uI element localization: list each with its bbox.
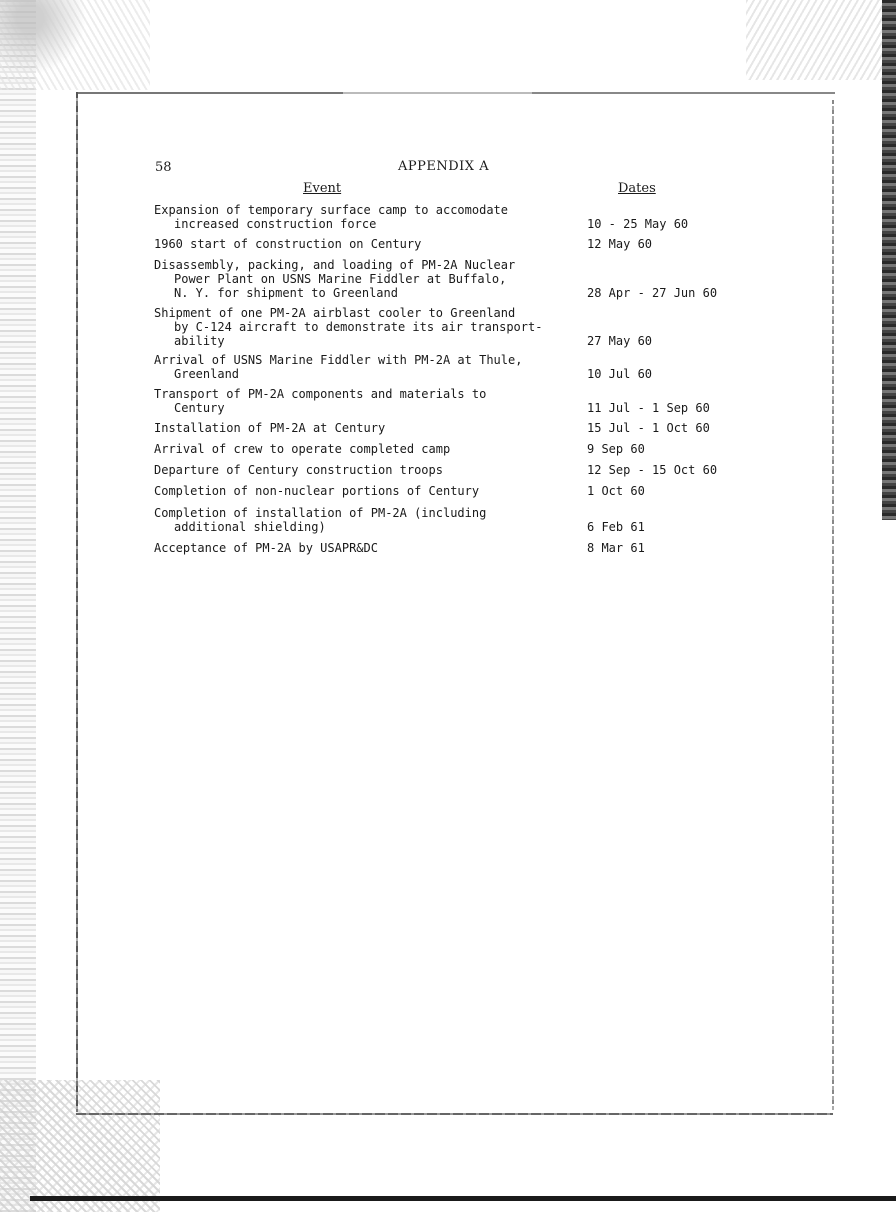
event-date: 9 Sep 60 [587, 442, 645, 456]
event-line: Acceptance of PM-2A by USAPR&DC [154, 541, 378, 555]
event-description [154, 463, 554, 477]
event-description [154, 442, 554, 456]
event-line: additional shielding) [174, 520, 326, 534]
scan-noise-top-left [0, 0, 150, 90]
event-line: Departure of Century construction troops [154, 463, 443, 477]
event-date: 6 Feb 61 [587, 520, 645, 534]
event-line: by C-124 aircraft to demonstrate its air transport- [174, 320, 543, 334]
scan-bottom-edge [30, 1196, 896, 1201]
scan-edge-right [882, 0, 896, 520]
event-line: Disassembly, packing, and loading of PM-2A Nuclear [154, 258, 516, 272]
column-header-dates: Dates [618, 181, 656, 196]
event-line: 1960 start of construction on Century [154, 237, 422, 251]
event-date: 12 May 60 [587, 237, 653, 251]
event-line: Installation of PM-2A at Century [154, 421, 386, 435]
event-description [154, 541, 554, 555]
event-date: 10 Jul 60 [587, 367, 653, 381]
event-date: 12 Sep - 15 Oct 60 [587, 463, 718, 477]
event-date: 15 Jul - 1 Oct 60 [587, 421, 710, 435]
page-border-right [832, 100, 834, 1110]
event-description [154, 237, 554, 251]
event-description [154, 421, 554, 435]
event-line: Arrival of USNS Marine Fiddler with PM-2A at Thule, [154, 353, 523, 367]
event-date: 10 - 25 May 60 [587, 217, 689, 231]
event-description [154, 258, 554, 300]
event-line: Expansion of temporary surface camp to accomodate [154, 203, 509, 217]
event-line: Century [174, 401, 225, 415]
event-date: 1 Oct 60 [587, 484, 645, 498]
event-line: Transport of PM-2A components and materials to [154, 387, 487, 401]
column-header-event: Event [303, 181, 342, 196]
event-description [154, 484, 554, 498]
event-description [154, 353, 554, 381]
event-description [154, 387, 554, 415]
event-date: 27 May 60 [587, 334, 653, 348]
event-line: Shipment of one PM-2A airblast cooler to Greenland [154, 306, 516, 320]
event-line: Arrival of crew to operate completed camp [154, 442, 451, 456]
scan-noise-left [0, 0, 36, 1212]
event-description [154, 506, 554, 534]
event-description [154, 203, 554, 231]
event-line: increased construction force [174, 217, 377, 231]
event-line: Completion of installation of PM-2A (including [154, 506, 487, 520]
event-description [154, 306, 554, 348]
page-title: APPENDIX A [398, 159, 490, 174]
event-line: ability [174, 334, 225, 348]
event-date: 11 Jul - 1 Sep 60 [587, 401, 710, 415]
event-line: Power Plant on USNS Marine Fiddler at Buffalo, [174, 272, 507, 286]
page-number: 58 [155, 160, 172, 175]
page-border-top [78, 92, 835, 94]
scan-noise-bottom-left [0, 1080, 160, 1212]
event-line: N. Y. for shipment to Greenland [174, 286, 398, 300]
event-date: 8 Mar 61 [587, 541, 645, 555]
scan-noise-top-right [746, 0, 896, 80]
event-line: Greenland [174, 367, 240, 381]
page-border-bottom [76, 1113, 833, 1115]
event-line: Completion of non-nuclear portions of Century [154, 484, 480, 498]
event-date: 28 Apr - 27 Jun 60 [587, 286, 718, 300]
page-border-left [76, 92, 78, 1112]
